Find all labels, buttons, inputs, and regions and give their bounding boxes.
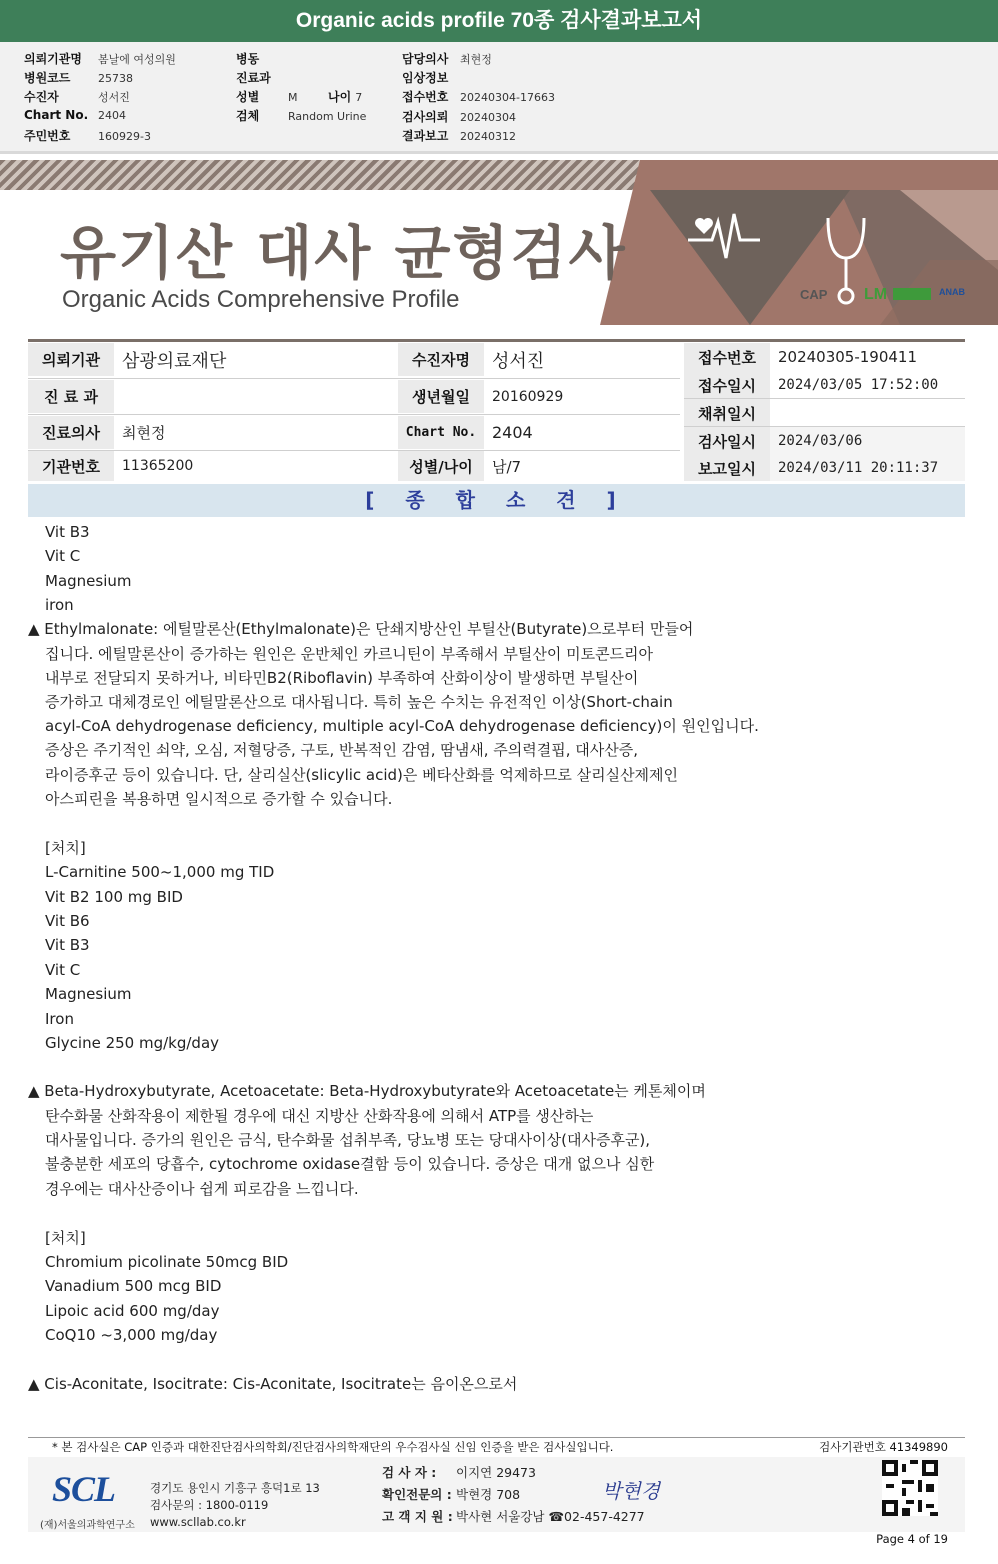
text-line: 대사물입니다. 증가의 원인은 금식, 탄수화물 섭취부족, 당뇨병 또는 당대사이상(대사증후군),: [45, 1131, 651, 1149]
table-divider: [684, 398, 965, 399]
text-line: iron: [45, 596, 74, 614]
banner-title-korean: 유기산 대사 균형검사: [60, 219, 627, 287]
org-code: 검사기관번호 41349890: [819, 1440, 948, 1454]
label-receipt-number: 접수번호: [684, 343, 770, 371]
text-line: 증상은 주기적인 쇠약, 오심, 저혈당증, 구토, 반복적인 감염, 땀냄새, 주의력결핍, 대사산증,: [45, 741, 638, 759]
text-line: 집니다. 에틸말론산이 증가하는 원인은 운반체인 카르니틴이 부족해서 부틸산이 미토콘드리아: [45, 645, 654, 663]
text-line: L-Carnitine 500~1,000 mg TID: [45, 863, 275, 881]
patient-field: 접수번호 20240304-17663: [402, 90, 555, 104]
kola-logo: [893, 288, 931, 300]
patient-field: 검사의뢰 20240304: [402, 110, 516, 124]
staff-support: 고 객 지 원 : 박사현 서울강남 ☎02-457-4277: [382, 1509, 645, 1524]
website-link[interactable]: www.scllab.co.kr: [150, 1515, 246, 1529]
page-number: Page 4 of 19: [876, 1532, 948, 1546]
text-line: Vit C: [45, 961, 81, 979]
accreditation-note: * 본 검사실은 CAP 인증과 대한진단검사의학회/진단검사의학재단의 우수검사실 신임 인증을 받은 검사실입니다.: [52, 1440, 614, 1454]
text-line: 라이증후군 등이 있습니다. 단, 살리실산(slicylic acid)은 베타산화를 억제하므로 살리실산제제인: [45, 766, 679, 784]
table-divider: [28, 378, 680, 379]
banner-title-english: Organic Acids Comprehensive Profile: [62, 286, 460, 313]
text-line: CoQ10 ~3,000 mg/day: [45, 1326, 218, 1344]
label-sex-age: 성별/나이: [398, 451, 484, 481]
text-line: Glycine 250 mg/kg/day: [45, 1034, 220, 1052]
text-line: ▲ Beta-Hydroxybutyrate, Acetoacetate: Beta-Hydroxybutyrate와 Acetoacetate는 케톤체이며: [28, 1082, 706, 1100]
value-physician: 최현정: [122, 424, 166, 442]
patient-field: 의뢰기관명 봄날에 여성의원: [24, 52, 176, 66]
text-line: 탄수화물 산화작용이 제한될 경우에 대신 지방산 산화작용에 의해서 ATP를 생산하는: [45, 1107, 594, 1125]
text-line: 아스피린을 복용하면 일시적으로 증가할 수 있습니다.: [45, 790, 393, 808]
report-title: Organic acids profile 70종 검사결과보고서: [0, 0, 998, 42]
label-requesting-org: 의뢰기관: [28, 343, 114, 376]
value-patient-name: 성서진: [492, 350, 545, 372]
text-line: ▲ Cis-Aconitate, Isocitrate: Cis-Aconitate, Isocitrate는 음이온으로서: [28, 1375, 518, 1393]
patient-field: 성별 M: [236, 90, 298, 104]
text-line: 내부로 전달되지 못하거나, 비타민B2(Riboflavin) 부족하여 산화이상이 발생하면 부틸산이: [45, 669, 639, 687]
value-report-datetime: 2024/03/11 20:11:37: [770, 455, 965, 481]
text-line: Vit B3: [45, 936, 90, 954]
label-test-datetime: 검사일시: [684, 427, 770, 455]
value-chart-no: 2404: [492, 423, 533, 442]
label-org-number: 기관번호: [28, 451, 114, 481]
staff-tester: 검 사 자 : 이지연 29473: [382, 1465, 536, 1480]
address: 경기도 용인시 기흥구 흥덕1로 13: [150, 1481, 320, 1495]
table-divider: [28, 414, 680, 415]
text-line: Vit B3: [45, 523, 90, 541]
text-line: 증가하고 대체경로인 에틸말론산으로 대사됩니다. 특히 높은 수치는 유전적인 이상(Short-chain: [45, 693, 673, 711]
label-birthdate: 생년월일: [398, 380, 484, 413]
label-chart-no: Chart No.: [398, 416, 484, 449]
treatment-heading: [처치]: [45, 839, 86, 857]
anab-logo: ANAB: [939, 287, 965, 297]
patient-field: Chart No. 2404: [24, 108, 126, 122]
text-line: Vit B6: [45, 912, 90, 930]
text-line: Iron: [45, 1010, 74, 1028]
patient-field: 진료과: [236, 71, 271, 85]
patient-field: 임상정보: [402, 71, 449, 85]
patient-field: 병원코드 25738: [24, 71, 133, 85]
label-report-datetime: 보고일시: [684, 455, 770, 481]
text-line: Lipoic acid 600 mg/day: [45, 1302, 220, 1320]
value-org-number: 11365200: [122, 458, 194, 474]
lm-logo: LM: [864, 286, 888, 303]
info-table-rule: [28, 339, 965, 342]
cap-logo: CAP: [800, 287, 828, 302]
scl-institute-name: (재)서울의과학연구소: [40, 1520, 135, 1531]
value-birthdate: 20160929: [492, 388, 564, 405]
text-line: Magnesium: [45, 572, 132, 590]
value-sex-age: 남/7: [492, 457, 522, 476]
patient-field: 결과보고 20240312: [402, 129, 516, 143]
specialist-signature: 박현경: [602, 1479, 660, 1503]
patient-field: 수진자 성서진: [24, 90, 130, 104]
qr-code-icon: [882, 1460, 938, 1516]
staff-specialist: 확인전문의 : 박현경 708: [382, 1487, 521, 1502]
patient-field: 검체 Random Urine: [236, 109, 367, 123]
patient-field: 주민번호 160929-3: [24, 129, 151, 143]
text-line: acyl-CoA dehydrogenase deficiency, multiple acyl-CoA dehydrogenase deficiency)이 원인입니다.: [45, 717, 759, 735]
value-requesting-org: 삼광의료재단: [122, 350, 227, 372]
value-department: [114, 380, 398, 413]
table-divider: [684, 426, 965, 427]
value-test-datetime: 2024/03/06: [770, 427, 965, 455]
patient-info-box: [0, 42, 998, 154]
text-line: ▲ Ethylmalonate: 에틸말론산(Ethylmalonate)은 단쇄지방산인 부틸산(Butyrate)으로부터 만들어: [28, 620, 694, 638]
label-department: 진 료 과: [28, 380, 114, 413]
text-line: Vit C: [45, 547, 81, 565]
label-collection-datetime: 채취일시: [684, 399, 770, 427]
footer-rule: [28, 1437, 965, 1438]
summary-heading: [ 종 합 소 견 ]: [28, 484, 965, 517]
text-line: Vit B2 100 mg BID: [45, 888, 183, 906]
patient-field: 나이 7: [328, 90, 363, 104]
text-line: 경우에는 대사산증이나 쉽게 피로감을 느낍니다.: [45, 1180, 359, 1198]
label-patient-name: 수진자명: [398, 343, 484, 376]
text-line: 불충분한 세포의 당흡수, cytochrome oxidase결함 등이 있습니다. 증상은 대개 없으나 심한: [45, 1155, 655, 1173]
phone: 검사문의 : 1800-0119: [150, 1498, 269, 1512]
banner-graphic: [600, 160, 998, 325]
value-receipt-datetime: 2024/03/05 17:52:00: [778, 377, 939, 393]
text-line: Vanadium 500 mcg BID: [45, 1277, 222, 1295]
patient-field: 병동: [236, 52, 260, 66]
scl-logo: SCL: [52, 1469, 116, 1509]
label-physician: 진료의사: [28, 416, 114, 449]
value-receipt-number: 20240305-190411: [778, 348, 918, 366]
patient-field: 담당의사 최현정: [402, 52, 492, 66]
table-divider: [28, 450, 680, 451]
treatment-heading: [처치]: [45, 1229, 86, 1247]
text-line: Chromium picolinate 50mcg BID: [45, 1253, 289, 1271]
label-receipt-datetime: 접수일시: [684, 371, 770, 399]
value-collection-datetime: [770, 399, 965, 427]
text-line: Magnesium: [45, 985, 132, 1003]
